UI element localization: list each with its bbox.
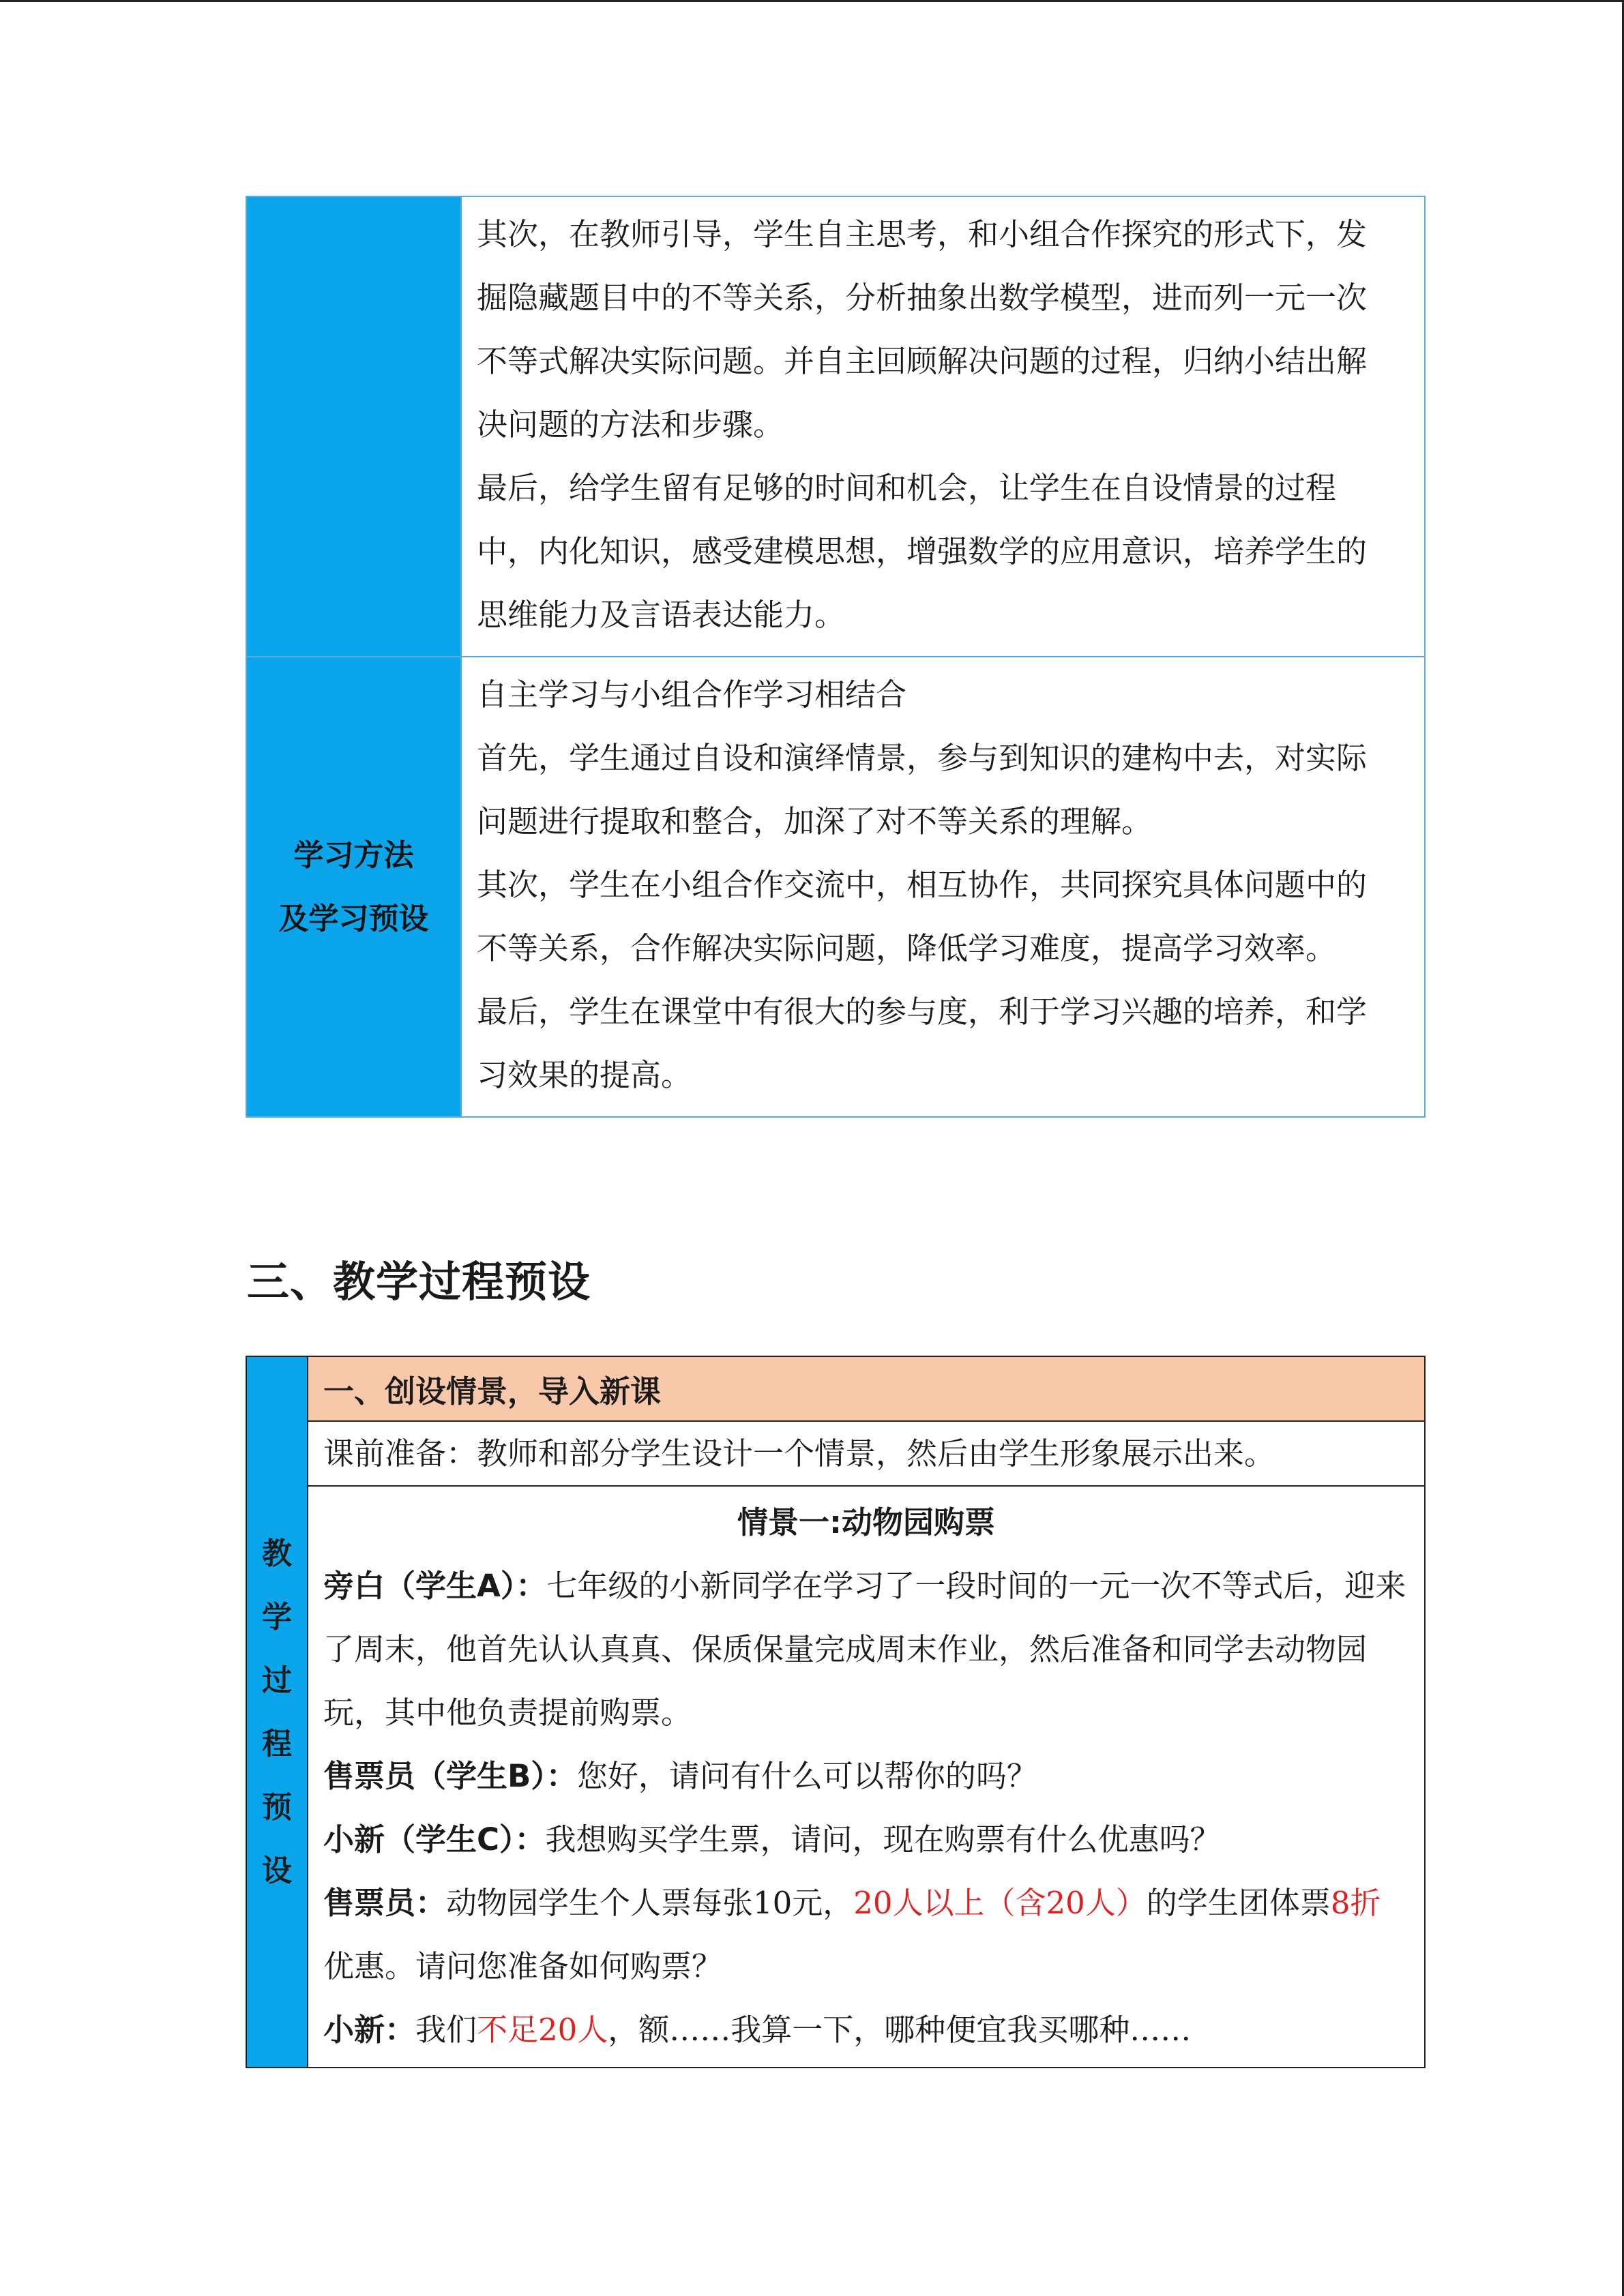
process-side-label bbox=[246, 1356, 308, 2068]
side-char: 预 bbox=[262, 1789, 292, 1825]
paragraph: 自主学习与小组合作学习相结合 bbox=[477, 676, 907, 713]
dialogue-text: 您好，请问有什么可以帮你的吗？ bbox=[576, 1758, 1037, 1794]
side-char: 设 bbox=[262, 1853, 292, 1888]
dialogue-text: 的学生团体票 bbox=[1146, 1885, 1331, 1921]
dialogue-text: 优惠。请问您准备如何购票？ bbox=[323, 1948, 723, 1984]
row-label-line: 学习方法 bbox=[293, 837, 414, 873]
scene-cell bbox=[308, 1486, 1425, 2068]
dialogue-text: 动物园学生个人票每张10元， bbox=[446, 1885, 854, 1921]
teaching-process-table bbox=[246, 1356, 1426, 2068]
section-heading: 三、教学过程预设 bbox=[247, 1257, 591, 1307]
dialogue-text: 我们 bbox=[415, 2012, 477, 2048]
dialogue-line bbox=[323, 1744, 1409, 1808]
side-char: 过 bbox=[262, 1663, 292, 1698]
paragraph: 最后，学生在课堂中有很大的参与度，利于学习兴趣的培养，和学习效果的提高。 bbox=[477, 994, 1368, 1093]
emphasis-text: 8折 bbox=[1330, 1885, 1381, 1921]
stage-title: 一、创设情景，导入新课 bbox=[323, 1373, 662, 1410]
emphasis-text: 20人以上（含20人） bbox=[853, 1885, 1147, 1921]
row-label-line: 及学习预设 bbox=[278, 901, 429, 936]
methods-row-content bbox=[461, 196, 1425, 657]
dialogue-line bbox=[323, 1871, 1409, 1998]
dialogue-text: 七年级的小新同学在学习了一段时间的一元一次不等式后，迎来了周末，他首先认认真真、保质保量完成周末作业，然后准备和同学去动物园玩，其中他负责提前购票。 bbox=[323, 1568, 1406, 1731]
dialogue-text: 我想购买学生票，请问，现在购票有什么优惠吗？ bbox=[545, 1821, 1221, 1858]
dialogue-line bbox=[323, 1998, 1409, 2061]
speaker-label: 旁白（学生A）： bbox=[323, 1568, 547, 1604]
methods-row-label-cell bbox=[246, 196, 461, 657]
dialogue-line bbox=[323, 1554, 1409, 1744]
speaker-label: 小新： bbox=[323, 2012, 416, 2048]
speaker-label: 售票员： bbox=[323, 1885, 447, 1921]
dialogue bbox=[323, 1554, 1409, 2061]
speaker-label: 小新（学生C）： bbox=[323, 1821, 546, 1858]
dialogue-line bbox=[323, 1808, 1409, 1871]
methods-row-label-cell bbox=[246, 657, 461, 1117]
stage-header-cell bbox=[308, 1356, 1425, 1421]
paragraph: 其次，在教师引导，学生自主思考，和小组合作探究的形式下，发掘隐藏题目中的不等关系，分析抽象出数学模型，进而列一元一次不等式解决实际问题。并自主回顾解决问题的过程，归纳小结出解决问题的方法和步骤。 bbox=[477, 216, 1368, 443]
paragraph: 最后，给学生留有足够的时间和机会，让学生在自设情景的过程中，内化知识，感受建模思想，增强数学的应用意识，培养学生的思维能力及言语表达能力。 bbox=[477, 470, 1368, 633]
preparation-cell bbox=[308, 1421, 1425, 1486]
paragraph: 首先，学生通过自设和演绎情景，参与到知识的建构中去，对实际问题进行提取和整合，加深了对不等关系的理解。 bbox=[477, 740, 1368, 839]
methods-row-continued bbox=[246, 196, 1425, 657]
paragraph: 其次，学生在小组合作交流中，相互协作，共同探究具体问题中的不等关系，合作解决实际问题，降低学习难度，提高学习效率。 bbox=[477, 867, 1368, 966]
learning-methods-table bbox=[246, 196, 1426, 1118]
methods-row-learning bbox=[246, 657, 1425, 1117]
scene-title: 情景一:动物园购票 bbox=[737, 1504, 995, 1540]
side-char: 程 bbox=[262, 1726, 292, 1761]
page-top-border bbox=[0, 0, 1624, 2]
emphasis-text: 不足20人 bbox=[477, 2012, 608, 2048]
speaker-label: 售票员（学生B）： bbox=[323, 1758, 577, 1794]
methods-row-content bbox=[461, 657, 1425, 1117]
preparation-text: 课前准备：教师和部分学生设计一个情景，然后由学生形象展示出来。 bbox=[323, 1435, 1275, 1472]
dialogue-text: ，额……我算一下，哪种便宜我买哪种…… bbox=[608, 2012, 1192, 2048]
side-char: 教 bbox=[262, 1536, 292, 1571]
side-char: 学 bbox=[262, 1599, 292, 1635]
